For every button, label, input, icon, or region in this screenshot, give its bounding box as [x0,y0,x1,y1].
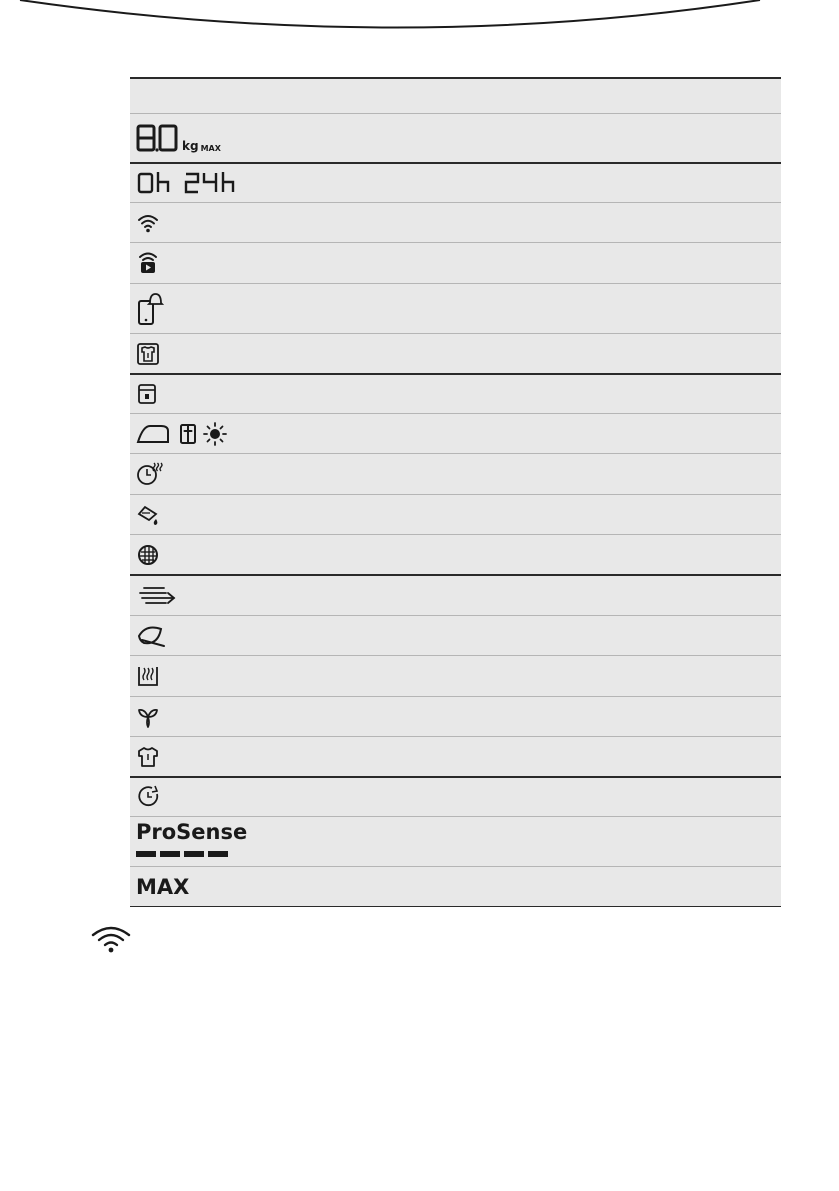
display-symbols-table [130,77,781,907]
table-header-row [130,77,781,113]
dryness-row [130,413,781,453]
max-label: MAX [136,874,190,899]
eco-row [130,615,781,655]
wifi-row [130,202,781,242]
prosense-label: ProSense [136,820,248,844]
wool-icon [136,543,160,567]
shirt-steam-icon [136,342,160,366]
weight-digits-icon [136,123,180,153]
shirt-icon [136,745,160,769]
fan-icon [136,705,160,729]
weight-max: MAX [200,144,221,153]
prosense-row [130,816,781,866]
steam-icon [136,664,160,688]
remote-start-row [130,242,781,283]
time-display-row [130,162,781,202]
dryness-level-icons [136,421,236,447]
weight-unit: kg [182,139,199,153]
time-steam-row [130,453,781,494]
delay-timer-icon [136,784,162,810]
max-row [130,866,781,907]
cleaning-condenser-icon [136,502,162,528]
delay-timer-row [130,776,781,816]
steam-row [130,655,781,696]
phone-notification-row [130,283,781,333]
door-lock-icon [136,382,158,406]
door-lock-row [130,373,781,413]
wool-row [130,534,781,574]
weight-display [136,123,221,153]
extra-rinse-row [130,574,781,615]
weight-display-row [130,113,781,162]
remote-start-icon [136,250,160,276]
time-display-icon [136,170,246,196]
fan-row [130,696,781,736]
wifi-icon [136,211,160,235]
shirt-steam-row [130,333,781,373]
time-steam-icon [136,461,164,487]
page-corner-arc [0,0,839,60]
extra-rinse-icon [136,584,178,608]
cleaning-condenser-row [130,494,781,534]
prosense-bars [136,850,232,858]
eco-leaf-icon [136,623,166,649]
shirt-row [130,736,781,776]
phone-notification-icon [136,291,164,327]
prosense-logo [136,821,247,862]
wifi-icon [90,925,132,957]
